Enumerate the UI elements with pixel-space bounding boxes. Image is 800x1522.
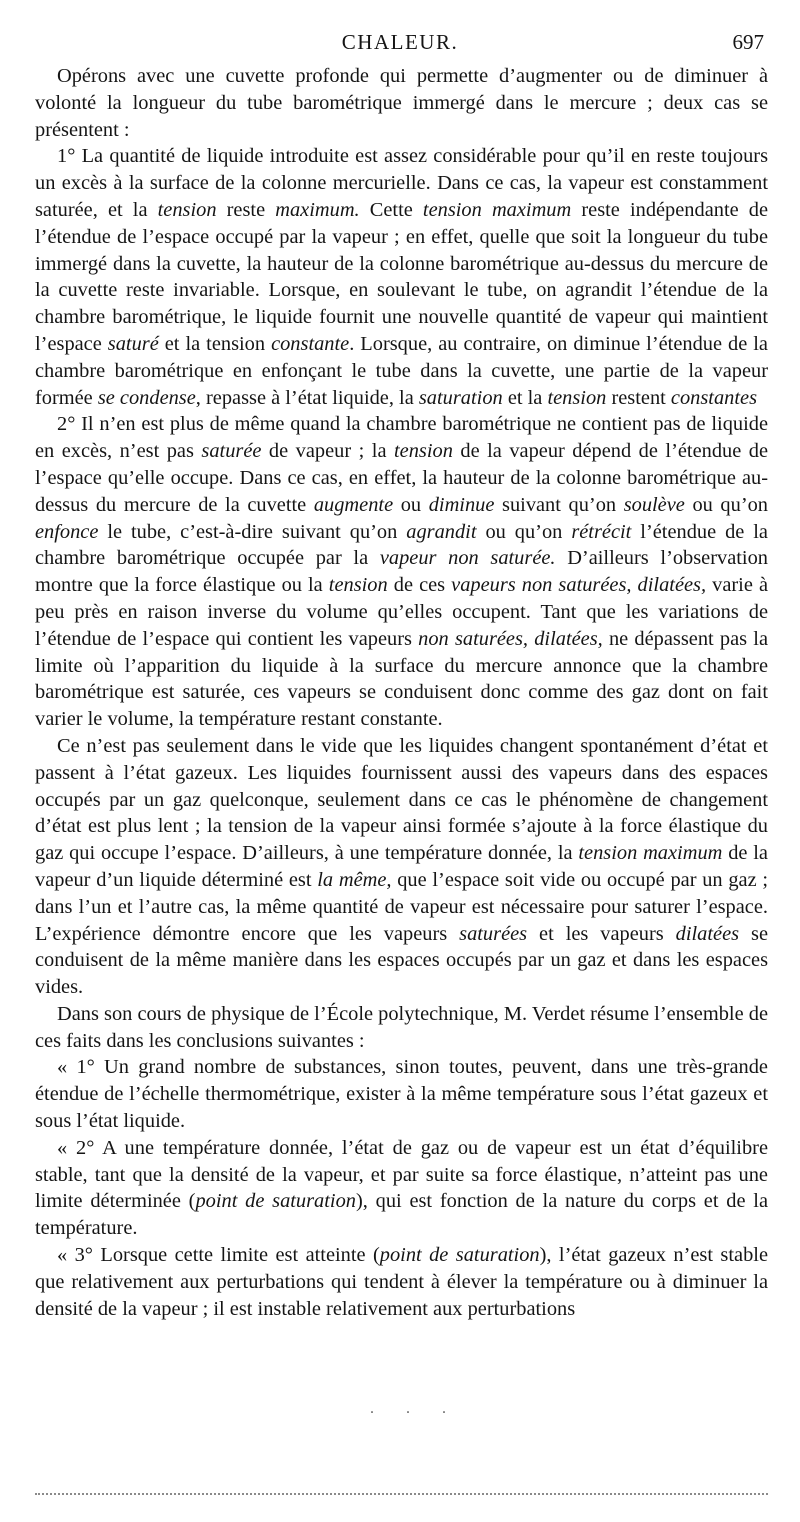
- italic-run: augmente: [313, 493, 394, 516]
- text-run: l’étendue de la chambre barométrique occupée par la: [35, 520, 768, 570]
- italic-run: point de saturation: [195, 1190, 356, 1213]
- italic-run: tension maximum: [578, 842, 723, 865]
- italic-run: se condense: [97, 386, 196, 409]
- text-run: reste: [216, 198, 276, 221]
- italic-run: diminue: [428, 493, 495, 516]
- text-run: et la: [502, 386, 548, 409]
- italic-run: tension: [394, 440, 453, 463]
- text-run: ), qui est fonction de la nature du corps et de la température.: [35, 1190, 768, 1240]
- italic-run: soulève: [623, 493, 685, 516]
- text-run: suivant qu’on: [494, 493, 624, 516]
- text-run: ou: [393, 493, 429, 516]
- italic-run: maximum.: [275, 198, 360, 221]
- paragraph: [35, 1135, 768, 1242]
- italic-run: constante: [271, 332, 350, 355]
- text-run: « 1° Un grand nombre de substances, sinon toutes, peuvent, dans une très-grande étendue de l’échelle thermométrique, exister à la même température sous l’état gazeux et sous l’état liquide.: [35, 1056, 768, 1133]
- decorative-dots: . . .: [370, 1400, 460, 1417]
- text-run: de la vapeur dépend de l’étendue de l’espace qu’elle occupe. Dans ce cas, en effet, la hauteur de la colonne barométrique au-dessus du mercure de la cuvette: [35, 440, 768, 516]
- italic-run: point de saturation: [379, 1244, 540, 1267]
- italic-run: tension: [157, 198, 217, 221]
- body-text: [35, 63, 768, 1322]
- text-run: 1° La quantité de liquide introduite est assez considérable pour qu’il en reste toujours un excès à la surface de la colonne mercurielle. Dans ce cas, la vapeur est constamment saturée, et la: [35, 145, 768, 221]
- paragraph: [35, 733, 768, 1001]
- italic-run: rétrécit: [571, 520, 632, 543]
- italic-run: tension: [328, 574, 388, 597]
- text-run: et les vapeurs: [527, 922, 676, 945]
- paragraph: [35, 1054, 768, 1134]
- text-run: Ce n’est pas seulement dans le vide que les liquides changent spontanément d’état et passent à l’état gazeux. Les liquides fournissent aussi des vapeurs dans des espaces occupés par un gaz quelconque, seulement dans ce cas le phénomène de changement d’état est plus lent ; la tension de la vapeur ainsi formée s’ajoute à la force élastique du gaz qui occupe l’espace. D’ailleurs, à une température donnée, la: [35, 734, 768, 865]
- bottom-rule: [35, 1493, 768, 1495]
- text-run: de la vapeur d’un liquide déterminé est: [35, 842, 768, 891]
- italic-run: saturées: [459, 922, 528, 945]
- text-run: le tube, c’est-à-dire suivant qu’on: [98, 520, 407, 543]
- paragraph: [35, 411, 768, 733]
- paragraph: [35, 63, 768, 143]
- italic-run: saturé: [107, 332, 159, 355]
- italic-run: tension maximum: [422, 198, 572, 221]
- text-run: Cette: [359, 198, 423, 221]
- text-run: D’ailleurs l’observation montre que la force élastique ou la: [35, 547, 768, 597]
- italic-run: vapeur non saturée.: [379, 547, 556, 570]
- text-run: ou qu’on: [476, 520, 572, 543]
- text-run: Dans son cours de physique de l’École polytechnique, M. Verdet résume l’ensemble de ces faits dans les conclusions suivantes :: [35, 1002, 768, 1052]
- italic-run: enfonce: [35, 520, 99, 543]
- text-run: varie à peu près en raison inverse du volume qu’elles occupent. Tant que les variations de l’étendue de l’espace qui contient les vapeurs: [35, 574, 769, 650]
- page-number: 697: [732, 30, 764, 54]
- page-header: [0, 24, 800, 60]
- paragraph: [35, 1001, 768, 1055]
- text-run: « 3° Lorsque cette limite est atteinte (: [57, 1244, 380, 1267]
- text-run: que l’espace soit vide ou occupé par un gaz ; dans l’un et l’autre cas, la même quantité de vapeur est nécessaire pour saturer l’espace. L’expérience démontre encore que les vapeurs: [35, 868, 768, 945]
- text-run: ne dépassent pas la limite où l’apparition du liquide à la surface du mercure annonce que la chambre barométrique est saturée, ces vapeurs se conduisent donc comme des gaz dont on fait varier le volume, la température restant constante.: [35, 627, 768, 731]
- italic-run: tension: [547, 386, 607, 409]
- text-run: se conduisent de la même manière dans les espaces occupés par un gaz et dans les espaces vides.: [35, 922, 769, 999]
- text-run: Opérons avec une cuvette profonde qui permette d’augmenter ou de diminuer à volonté la longueur du tube barométrique immergé dans le mercure ; deux cas se présentent :: [35, 65, 768, 141]
- text-run: , repasse à l’état liquide, la: [195, 386, 419, 409]
- italic-run: saturée: [201, 440, 262, 463]
- text-run: restent: [606, 386, 671, 409]
- text-run: . Lorsque, au contraire, on diminue l’étendue de la chambre barométrique en enfonçant le tube dans la cuvette, une partie de la vapeur formée: [35, 332, 768, 409]
- text-run: de ces: [387, 574, 452, 597]
- text-run: ou qu’on: [684, 493, 768, 516]
- paragraph: [35, 1242, 768, 1322]
- italic-run: constantes: [670, 386, 758, 409]
- italic-run: agrandit: [406, 520, 477, 543]
- text-run: et la tension: [158, 332, 272, 355]
- text-run: « 2° A une température donnée, l’état de gaz ou de vapeur est un état d’équilibre stable, tant que la densité de la vapeur, et par suite sa force élastique, n’atteint pas une limite déterminée (: [35, 1136, 768, 1213]
- italic-run: vapeurs non saturées, dilatées,: [451, 574, 707, 597]
- italic-run: dilatées: [675, 922, 740, 945]
- text-run: ), l’état gazeux n’est stable que relativement aux perturbations qui tendent à élever la température ou à diminuer la densité de la vapeur ; il est instable relativement aux perturbations: [35, 1244, 768, 1320]
- text-run: de vapeur ; la: [261, 440, 394, 463]
- paragraph: [35, 143, 768, 411]
- text-run: reste indépendante de l’étendue de l’espace occupé par la vapeur ; en effet, quelle que soit la longueur du tube immergé dans la cuvette, la hauteur de la colonne barométrique au-dessus du mercure de la cuvette reste invariable. Lorsque, en soulevant le tube, on agrandit l’étendue de la chambre barométrique, le liquide fournit une nouvelle quantité de vapeur qui maintient l’espace: [35, 198, 769, 355]
- text-run: 2° Il n’en est plus de même quand la chambre barométrique ne contient pas de liquide en excès, n’est pas: [35, 413, 768, 463]
- italic-run: non saturées, dilatées,: [418, 627, 603, 650]
- italic-run: la même,: [317, 868, 392, 891]
- running-title: CHALEUR.: [341, 30, 459, 54]
- italic-run: saturation: [418, 386, 503, 409]
